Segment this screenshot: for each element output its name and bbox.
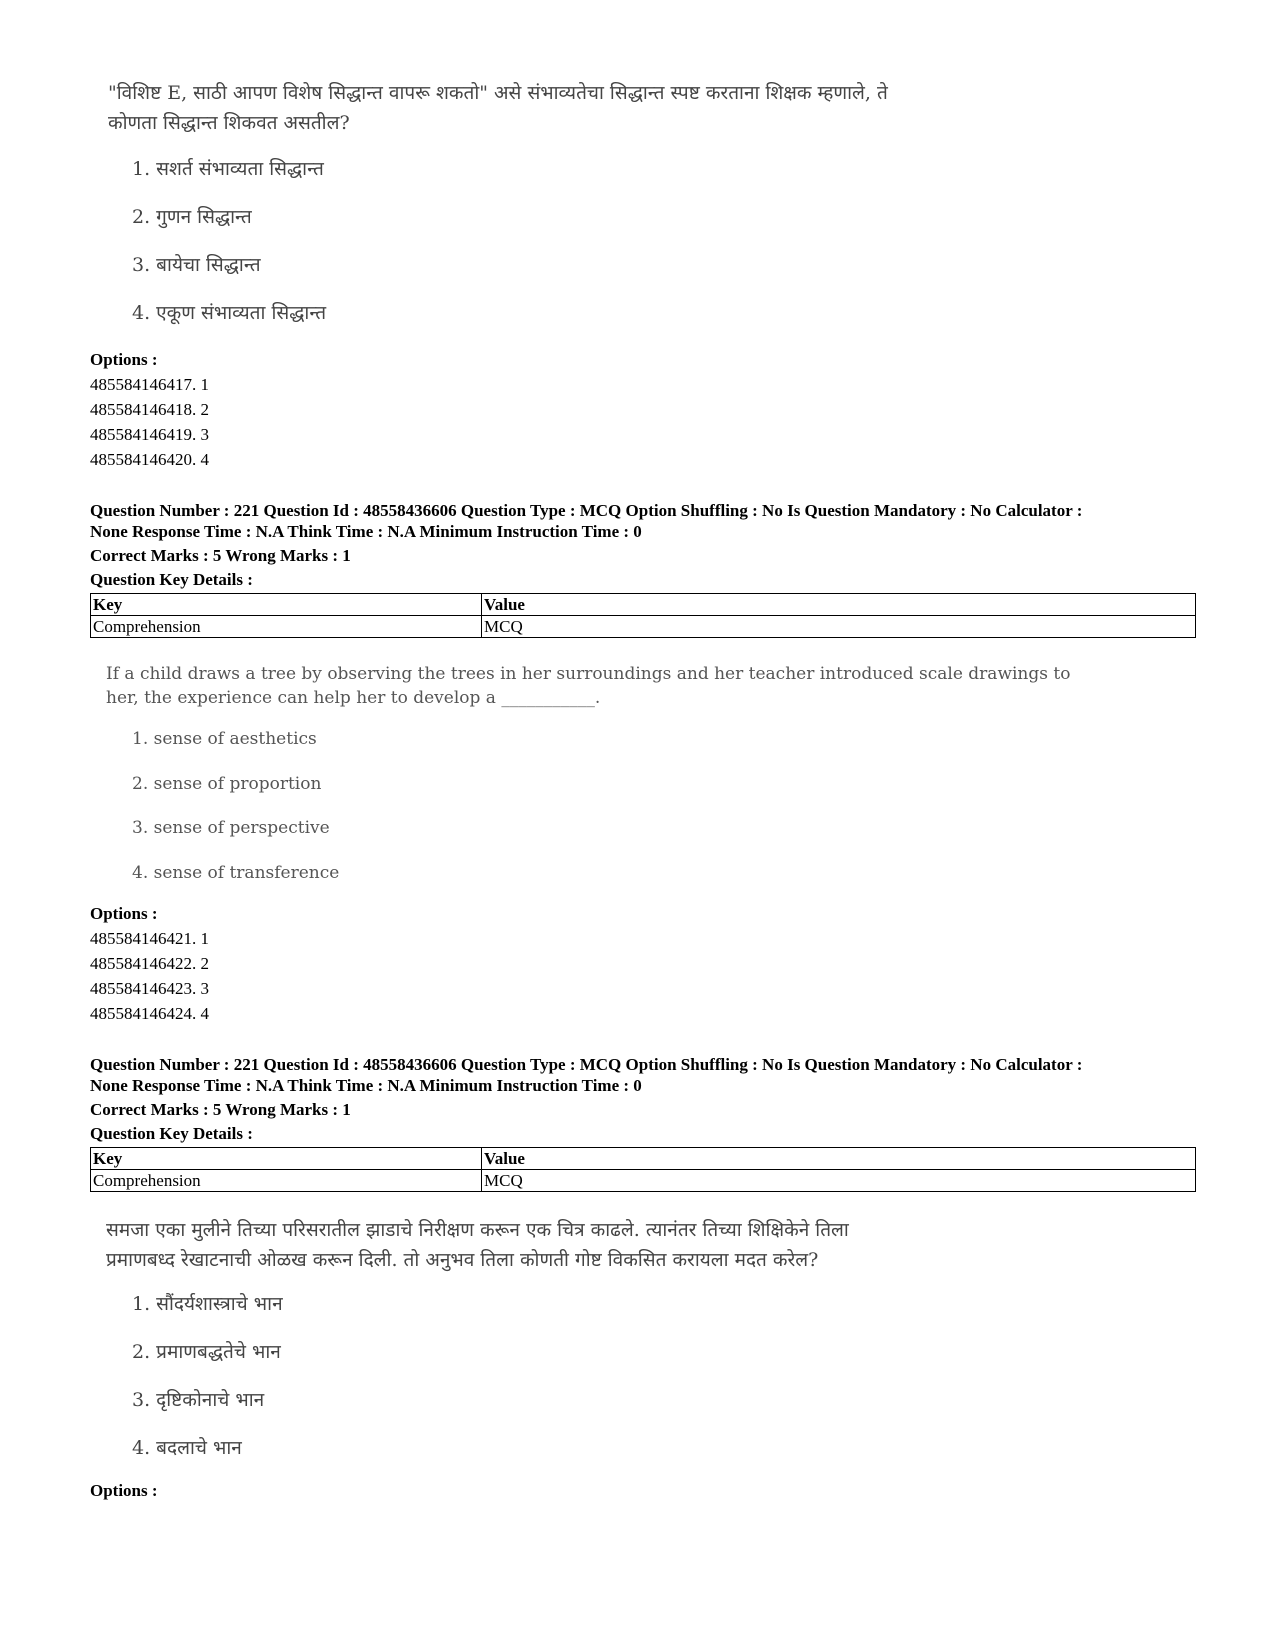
table-row <box>91 1170 1196 1192</box>
q3-stem-line-2: प्रमाणबध्द रेखाटनाची ओळख करून दिली. तो अनुभव तिला कोणती गोष्ट विकसित करायला मदत करेल? <box>106 1249 819 1271</box>
q3-choice-3: 3. दृष्टिकोनाचे भान <box>132 1389 265 1411</box>
table-header-row <box>91 1148 1196 1170</box>
q1-options-list <box>90 372 209 472</box>
key-cell: Comprehension <box>91 1170 482 1192</box>
value-header: Value <box>482 594 1196 616</box>
q2-choice-1: 1. sense of aesthetics <box>132 729 317 749</box>
q1-stem-line-1: "विशिष्ट E, साठी आपण विशेष सिद्धान्त वापरू शकतो" असे संभाव्यतेचा सिद्धान्त स्पष्ट करताना शिक्षक म्हणाले, ते <box>108 82 888 104</box>
key-header: Key <box>91 1148 482 1170</box>
q2-choice-2: 2. sense of proportion <box>132 774 322 794</box>
q3-choice-4: 4. बदलाचे भान <box>132 1437 242 1459</box>
q3-key-table <box>90 1147 1196 1192</box>
q1-option-2: 485584146418. 2 <box>90 400 209 419</box>
q2-options-heading: Options : <box>90 904 158 923</box>
q2-marks: Correct Marks : 5 Wrong Marks : 1 <box>90 546 351 565</box>
q2-key-details-heading: Question Key Details : <box>90 570 253 589</box>
value-cell: MCQ <box>482 616 1196 638</box>
q1-choice-4: 4. एकूण संभाव्यता सिद्धान्त <box>132 302 327 324</box>
value-header: Value <box>482 1148 1196 1170</box>
q1-option-3: 485584146419. 3 <box>90 425 209 444</box>
q2-option-4: 485584146424. 4 <box>90 1004 209 1023</box>
q2-meta-line-1: Question Number : 221 Question Id : 48558436606 Question Type : MCQ Option Shuffling : No Is Question Mandatory : No Calculator : <box>90 501 1083 520</box>
q3-choice-2: 2. प्रमाणबद्धतेचे भान <box>132 1341 281 1363</box>
q2-stem-line-1: If a child draws a tree by observing the trees in her surroundings and her teacher introduced scale drawings to <box>106 664 1071 684</box>
q2-options-list <box>90 926 209 1026</box>
q1-option-1: 485584146417. 1 <box>90 375 209 394</box>
q1-options-heading: Options : <box>90 350 158 369</box>
q2-option-3: 485584146423. 3 <box>90 979 209 998</box>
q2-choice-4: 4. sense of transference <box>132 863 340 883</box>
q1-choice-2: 2. गुणन सिद्धान्त <box>132 206 252 228</box>
key-header: Key <box>91 594 482 616</box>
q1-option-4: 485584146420. 4 <box>90 450 209 469</box>
q2-stem-line-2: her, the experience can help her to develop a ___________. <box>106 688 601 708</box>
value-cell: MCQ <box>482 1170 1196 1192</box>
table-row <box>91 616 1196 638</box>
q3-choice-1: 1. सौंदर्यशास्त्राचे भान <box>132 1293 283 1315</box>
q2-key-table <box>90 593 1196 638</box>
q3-meta-line-1: Question Number : 221 Question Id : 48558436606 Question Type : MCQ Option Shuffling : No Is Question Mandatory : No Calculator : <box>90 1055 1083 1074</box>
key-cell: Comprehension <box>91 616 482 638</box>
q1-question-image <box>108 78 888 138</box>
table-header-row <box>91 594 1196 616</box>
q1-choice-3: 3. बायेचा सिद्धान्त <box>132 254 261 276</box>
q2-question-image <box>106 662 1070 710</box>
q3-options-heading: Options : <box>90 1481 158 1500</box>
q3-meta-line-2: None Response Time : N.A Think Time : N.A Minimum Instruction Time : 0 <box>90 1076 642 1095</box>
q3-marks: Correct Marks : 5 Wrong Marks : 1 <box>90 1100 351 1119</box>
q2-option-2: 485584146422. 2 <box>90 954 209 973</box>
q3-stem-line-1: समजा एका मुलीने तिच्या परिसरातील झाडाचे निरीक्षण करून एक चित्र काढले. त्यानंतर तिच्या शिक्षिकेने तिला <box>106 1219 849 1241</box>
q1-stem-line-2: कोणता सिद्धान्त शिकवत असतील? <box>108 112 350 134</box>
q2-meta <box>90 500 1200 590</box>
q3-meta <box>90 1054 1200 1144</box>
q3-key-details-heading: Question Key Details : <box>90 1124 253 1143</box>
q2-meta-line-2: None Response Time : N.A Think Time : N.A Minimum Instruction Time : 0 <box>90 522 642 541</box>
q2-choice-3: 3. sense of perspective <box>132 818 330 838</box>
q3-question-image <box>106 1215 849 1275</box>
q2-option-1: 485584146421. 1 <box>90 929 209 948</box>
q1-choice-1: 1. सशर्त संभाव्यता सिद्धान्त <box>132 158 324 180</box>
